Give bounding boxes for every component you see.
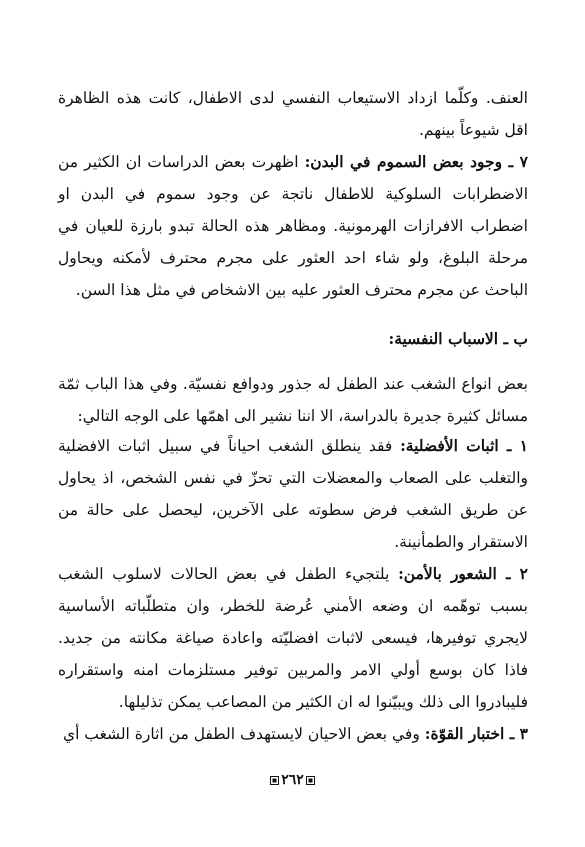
point-title: ٢ ـ الشعور بالأمن: <box>398 564 528 583</box>
section-heading: ب ـ الاسباب النفسية: <box>388 329 528 348</box>
paragraph-toxins <box>58 146 548 306</box>
paragraph-superiority <box>58 430 528 558</box>
paragraph-text: العنف. وكلّما ازداد الاستيعاب النفسي لدى الاطفال، كانت هذه الظاهرة اقل شيوعاً بينهم. <box>58 89 528 139</box>
paragraph-psychological-intro <box>58 368 548 432</box>
page-number: ٢٦٢ <box>281 772 304 788</box>
page-number-footer <box>0 770 585 790</box>
paragraph-text: يلتجيء الطفل في بعض الحالات لاسلوب الشغب بسبب توهّمه ان وضعه الأمني عُرضة للخطر، وان متطلّباته الأساسية لايجري توفيرها، فيسعى لاثبات افضليّته واعادة صياغة مكانته من جديد. فاذا كان بوسع أولي الامر والمربين توفير مستلزمات امنه واستقراره فليبادروا الى ذلك ويبيّنوا له ان الكثير من المصاعب يمكن تذليلها. <box>58 565 528 711</box>
paragraph-text: فقد ينطلق الشغب احياناً في سبيل اثبات الافضلية والتغلب على الصعاب والمعضلات التي تحزّ في نفس الشخص، اذ يحاول عن طريق الشغب فرض سطوته على الآخرين، ليحصل على حالة من الاستقرار والطمأنينة. <box>58 437 528 551</box>
point-title: ٣ ـ اختبار القوّة: <box>424 724 528 743</box>
paragraph-text: بعض انواع الشغب عند الطفل له جذور ودوافع نفسيّة. وفي هذا الباب ثمّة مسائل كثيرة جديرة بالدراسة، الا اننا نشير الى اهمّها على الوجه التالي: <box>58 375 528 425</box>
paragraph-text: وفي بعض الاحيان لايستهدف الطفل من اثارة الشغب أي <box>62 725 425 743</box>
point-title: ٧ ـ وجود بعض السموم في البدن: <box>304 152 528 171</box>
paragraph-security <box>58 558 528 718</box>
square-ornament-icon <box>270 776 279 785</box>
square-ornament-icon <box>306 776 315 785</box>
paragraph-strength-test <box>58 718 528 750</box>
point-title: ١ ـ اثبات الأفضلية: <box>400 436 528 455</box>
paragraph-violence-conclusion <box>58 82 528 146</box>
paragraph-text: اظهرت بعض الدراسات ان الكثير من الاضطرابات السلوكية للاطفال ناتجة عن وجود سموم في البدن او اضطراب الافرازات الهرمونية. ومظاهر هذه الحالة تبدو بارزة للعيان في مرحلة البلوغ، ولو شاء احد العثور على مجرم محترف لأمكنه ويحاول الباحث عن مجرم محترف العثور عليه بين الاشخاص في مثل هذا السن. <box>58 153 528 299</box>
